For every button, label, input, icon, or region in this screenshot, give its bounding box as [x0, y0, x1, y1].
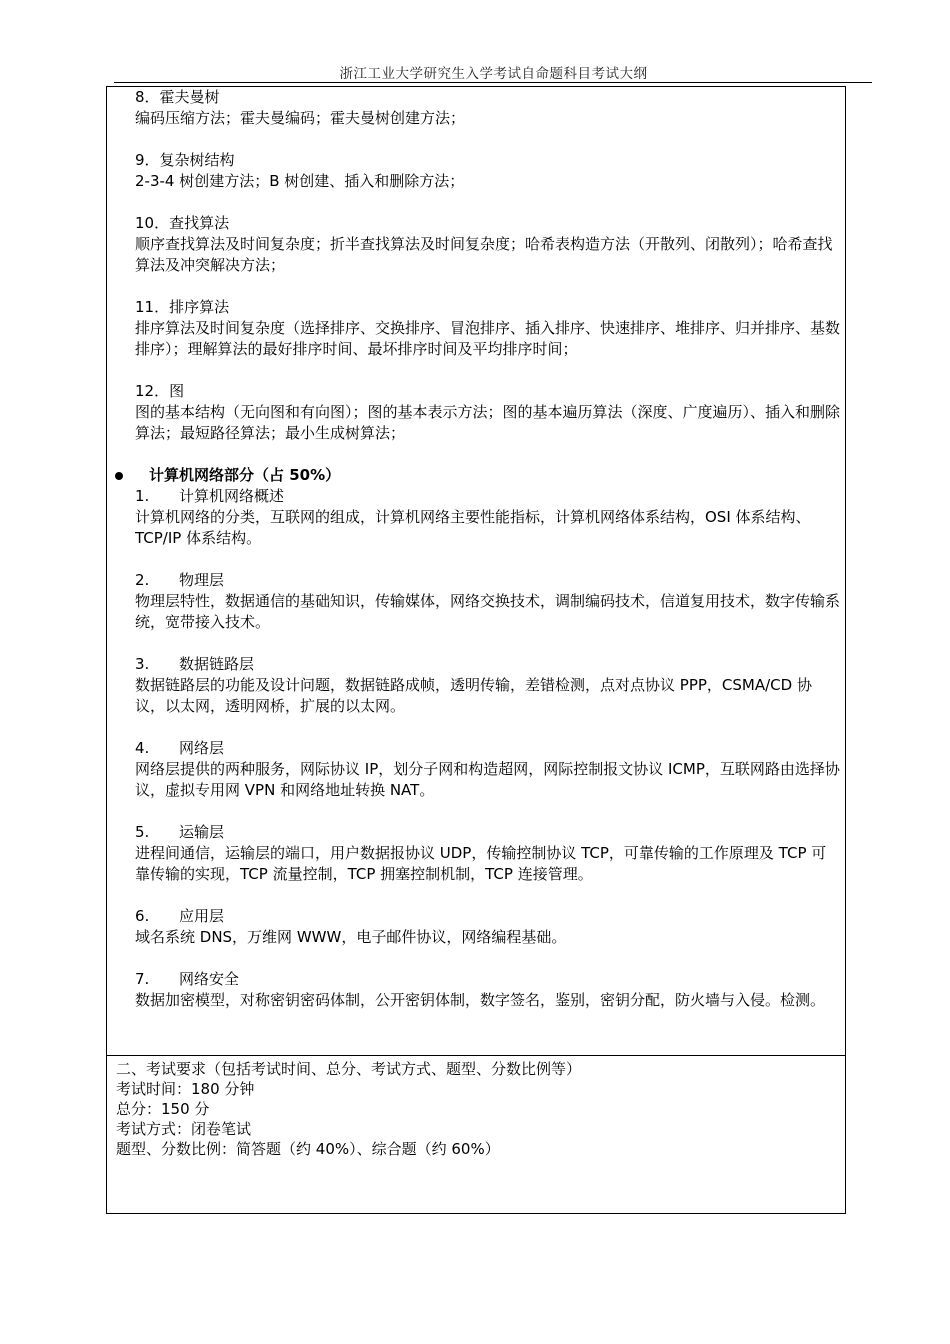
topic-item — [135, 570, 841, 633]
topic-heading — [135, 486, 841, 507]
topic-item — [135, 822, 841, 885]
topic-number: 8． — [135, 88, 160, 106]
topic-item — [135, 297, 841, 360]
question-types: 题型、分数比例：简答题（约 40%）、综合题（约 60%） — [116, 1140, 500, 1158]
topic-title: 排序算法 — [169, 298, 230, 316]
topic-heading — [135, 906, 841, 927]
outline-table — [106, 86, 846, 1214]
network-section-title: 计算机网络部分（占 50%） — [149, 466, 341, 484]
topic-title: 图 — [169, 382, 185, 400]
topic-number: 7. — [135, 970, 150, 988]
topic-description: 顺序查找算法及时间复杂度；折半查找算法及时间复杂度；哈希表构造方法（开散列、闭散列）；哈希查找算法及冲突解决方法； — [135, 235, 833, 274]
topic-number: 6. — [135, 907, 150, 925]
topic-item — [135, 969, 841, 1011]
topic-number: 4. — [135, 739, 150, 757]
topic-number: 3. — [135, 655, 150, 673]
topic-item — [135, 738, 841, 801]
topic-number: 1. — [135, 487, 150, 505]
requirements-heading: 二、考试要求（包括考试时间、总分、考试方式、题型、分数比例等） — [116, 1060, 582, 1078]
topic-description: 编码压缩方法；霍夫曼编码；霍夫曼树创建方法； — [135, 109, 466, 127]
topic-heading — [135, 738, 841, 759]
topic-title: 应用层 — [179, 907, 225, 925]
topic-number: 10． — [135, 214, 170, 232]
topic-item — [135, 906, 841, 948]
data-structure-topics — [135, 87, 841, 444]
section-divider — [107, 1055, 845, 1056]
topic-description: 物理层特性，数据通信的基础知识，传输媒体，网络交换技术，调制编码技术，信道复用技术，数字传输系统，宽带接入技术。 — [135, 592, 841, 631]
topic-item — [135, 87, 841, 129]
topic-heading — [135, 297, 841, 318]
topic-number: 2. — [135, 571, 150, 589]
topic-item — [135, 486, 841, 549]
topic-title: 运输层 — [179, 823, 225, 841]
topic-heading — [135, 570, 841, 591]
exam-mode: 考试方式：闭卷笔试 — [116, 1120, 252, 1138]
topic-description: 排序算法及时间复杂度（选择排序、交换排序、冒泡排序、插入排序、快速排序、堆排序、归并排序、基数排序）；理解算法的最好排序时间、最坏排序时间及平均排序时间； — [135, 319, 841, 358]
document-header: 浙江工业大学研究生入学考试自命题科目考试大纲 — [339, 66, 648, 82]
topic-title: 查找算法 — [169, 214, 230, 232]
topic-title: 数据链路层 — [179, 655, 255, 673]
topic-description: 数据加密模型，对称密钥密码体制，公开密钥体制，数字签名，鉴别，密钥分配，防火墙与入侵。检测。 — [135, 991, 826, 1009]
topic-number: 9． — [135, 151, 160, 169]
topic-item — [135, 213, 841, 276]
topic-description: 图的基本结构（无向图和有向图）；图的基本表示方法；图的基本遍历算法（深度、广度遍历）、插入和删除算法；最短路径算法；最小生成树算法； — [135, 403, 841, 442]
topic-description: 域名系统 DNS，万维网 WWW，电子邮件协议，网络编程基础。 — [135, 928, 567, 946]
topic-description: 网络层提供的两种服务，网际协议 IP，划分子网和构造超网，网际控制报文协议 ICMP，互联网路由选择协议，虚拟专用网 VPN 和网络地址转换 NAT。 — [135, 760, 840, 799]
outline-content — [135, 87, 841, 1011]
exam-requirements — [116, 1059, 836, 1159]
topic-item — [135, 654, 841, 717]
topic-item — [135, 150, 841, 192]
topic-description: 进程间通信，运输层的端口，用户数据报协议 UDP，传输控制协议 TCP，可靠传输的工作原理及 TCP 可靠传输的实现，TCP 流量控制，TCP 拥塞控制机制，TCP 连接管理。 — [135, 844, 827, 883]
topic-title: 网络层 — [179, 739, 225, 757]
topic-number: 11． — [135, 298, 170, 316]
exam-total-score: 总分：150 分 — [116, 1100, 210, 1118]
topic-number: 12． — [135, 382, 170, 400]
topic-heading — [135, 381, 841, 402]
topic-number: 5. — [135, 823, 150, 841]
topic-title: 物理层 — [179, 571, 225, 589]
topic-heading — [135, 822, 841, 843]
topic-heading — [135, 150, 841, 171]
topic-title: 霍夫曼树 — [159, 88, 220, 106]
topic-title: 计算机网络概述 — [179, 487, 285, 505]
topic-title: 复杂树结构 — [159, 151, 235, 169]
topic-heading — [135, 654, 841, 675]
topic-heading — [135, 87, 841, 108]
network-section-heading — [115, 465, 841, 486]
topic-item — [135, 381, 841, 444]
network-topics — [135, 486, 841, 1011]
topic-title: 网络安全 — [179, 970, 240, 988]
header-rule — [114, 82, 872, 83]
topic-heading — [135, 213, 841, 234]
topic-description: 数据链路层的功能及设计问题，数据链路成帧，透明传输，差错检测，点对点协议 PPP，CSMA/CD 协议，以太网，透明网桥，扩展的以太网。 — [135, 676, 812, 715]
topic-description: 2-3-4 树创建方法；B 树创建、插入和删除方法； — [135, 172, 465, 190]
bullet-icon — [115, 472, 123, 480]
topic-heading — [135, 969, 841, 990]
exam-time: 考试时间：180 分钟 — [116, 1080, 255, 1098]
topic-description: 计算机网络的分类，互联网的组成，计算机网络主要性能指标，计算机网络体系结构，OSI 体系结构、TCP/IP 体系结构。 — [135, 508, 811, 547]
